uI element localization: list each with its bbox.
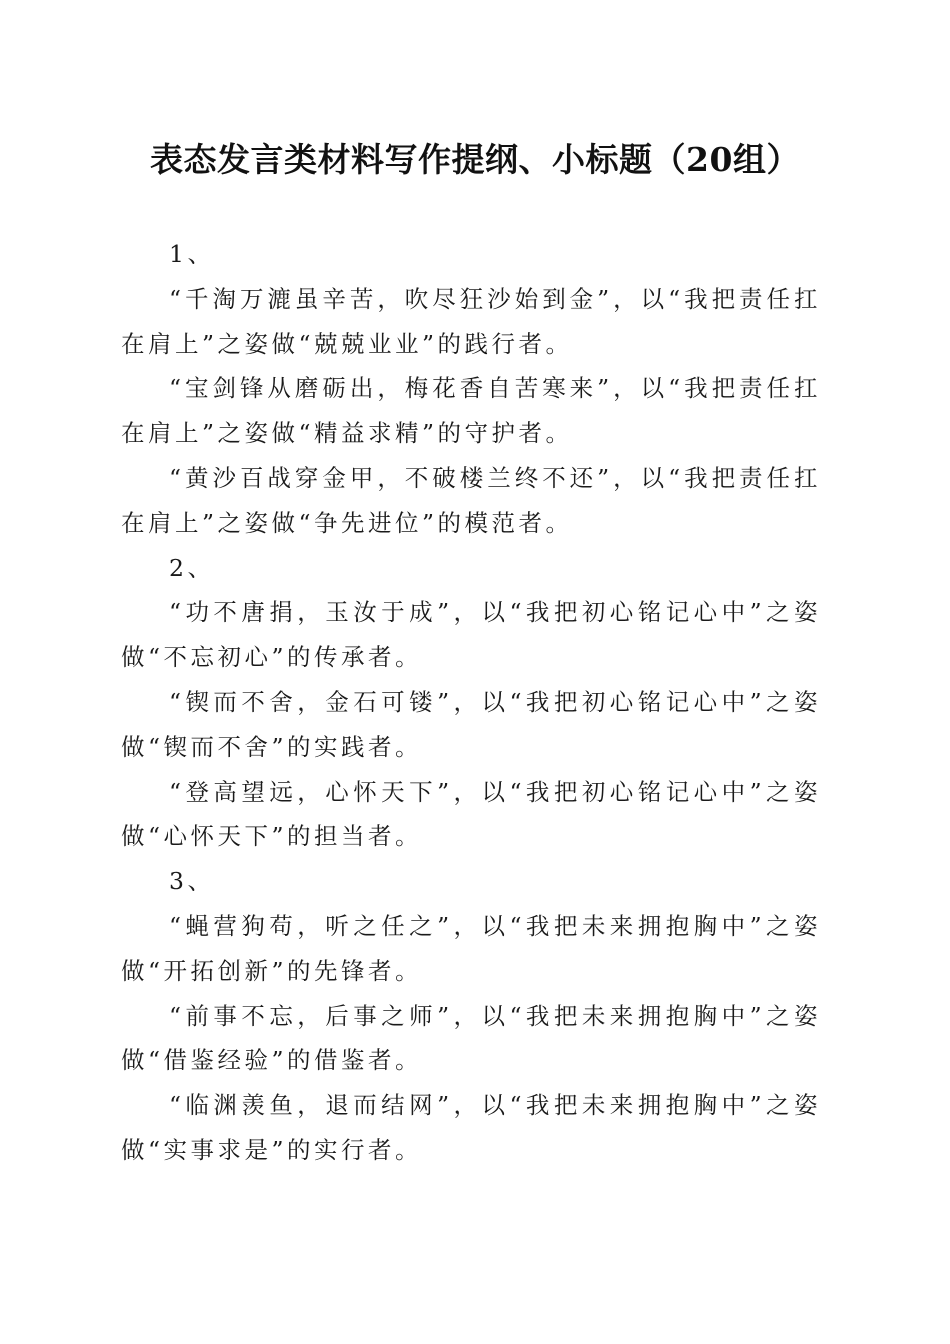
paragraph: “登高望远，心怀天下”，以“我把初心铭记心中”之姿做“心怀天下”的担当者。 xyxy=(121,777,821,851)
paragraph: “宝剑锋从磨砺出，梅花香自苦寒来”，以“我把责任扛在肩上”之姿做“精益求精”的守护者。 xyxy=(121,374,821,448)
document-title: 表态发言类材料写作提纲、小标题（20组） xyxy=(150,140,800,179)
paragraph: “前事不忘，后事之师”，以“我把未来拥抱胸中”之姿做“借鉴经验”的借鉴者。 xyxy=(121,1001,821,1075)
group-number: 1、 xyxy=(169,240,215,268)
paragraph: “黄沙百战穿金甲，不破楼兰终不还”，以“我把责任扛在肩上”之姿做“争先进位”的模范者。 xyxy=(121,463,821,537)
paragraph: “千淘万漉虽辛苦，吹尽狂沙始到金”，以“我把责任扛在肩上”之姿做“兢兢业业”的践行者。 xyxy=(121,284,821,358)
paragraph: “临渊羡鱼，退而结网”，以“我把未来拥抱胸中”之姿做“实事求是”的实行者。 xyxy=(121,1091,821,1164)
document-body xyxy=(121,232,821,1173)
group-number: 2、 xyxy=(169,553,215,582)
paragraph: “功不唐捐，玉汝于成”，以“我把初心铭记心中”之姿做“不忘初心”的传承者。 xyxy=(121,598,821,672)
paragraph: “蝇营狗苟，听之任之”，以“我把未来拥抱胸中”之姿做“开拓创新”的先锋者。 xyxy=(121,911,821,985)
paragraph: “锲而不舍，金石可镂”，以“我把初心铭记心中”之姿做“锲而不舍”的实践者。 xyxy=(121,687,821,761)
group-number: 3、 xyxy=(169,867,215,896)
